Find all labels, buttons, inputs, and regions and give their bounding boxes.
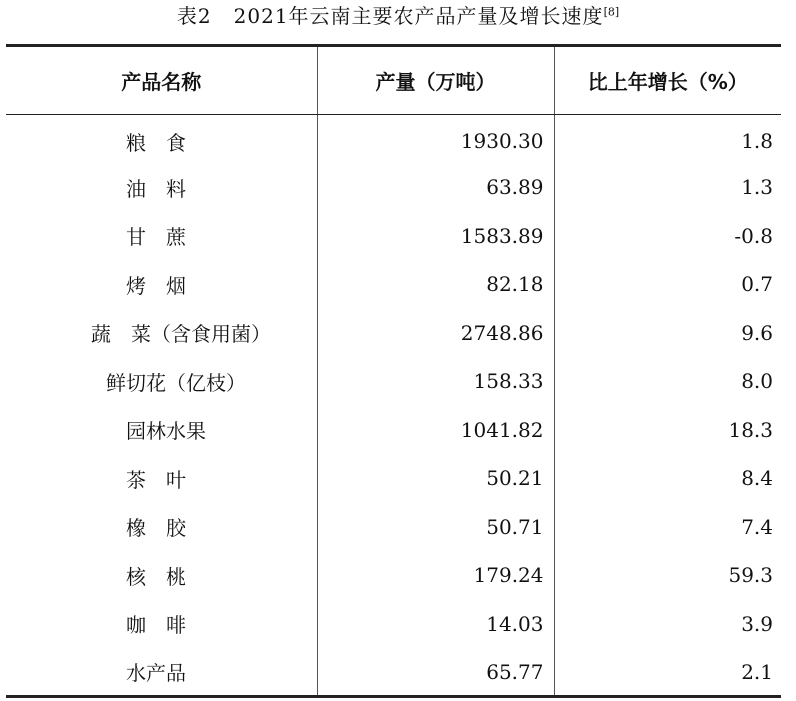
product-name: 水产品 xyxy=(126,661,186,685)
product-name-cell xyxy=(6,260,317,309)
output-value: 14.03 xyxy=(317,600,554,649)
growth-value: 1.8 xyxy=(554,115,781,164)
output-value: 1583.89 xyxy=(317,212,554,261)
reference-mark: [8] xyxy=(603,5,620,19)
product-name: 橡 胶 xyxy=(126,516,186,541)
output-value: 82.18 xyxy=(317,260,554,309)
header-product-name: 产品名称 xyxy=(6,46,317,115)
table-row xyxy=(6,115,781,164)
table-row xyxy=(6,454,781,503)
growth-value: 59.3 xyxy=(554,551,781,600)
output-value: 158.33 xyxy=(317,357,554,406)
table-row xyxy=(6,212,781,261)
product-name-cell xyxy=(6,551,317,600)
table-row xyxy=(6,600,781,649)
product-name-cell xyxy=(6,309,317,358)
table-row xyxy=(6,551,781,600)
table-row xyxy=(6,163,781,212)
output-value: 50.71 xyxy=(317,503,554,552)
product-name: 核 桃 xyxy=(126,564,186,589)
product-name: 蔬 菜（含食用菌） xyxy=(91,322,271,347)
output-value: 65.77 xyxy=(317,648,554,697)
product-name: 甘 蔗 xyxy=(126,225,186,250)
product-name: 园林水果 xyxy=(126,419,206,444)
product-name: 咖 啡 xyxy=(126,613,186,638)
product-name: 油 料 xyxy=(126,176,186,201)
header-output: 产量（万吨） xyxy=(317,46,554,115)
data-table xyxy=(6,44,781,698)
growth-value: 8.4 xyxy=(554,454,781,503)
growth-value: 7.4 xyxy=(554,503,781,552)
table-row xyxy=(6,406,781,455)
product-name-cell xyxy=(6,454,317,503)
product-name-cell xyxy=(6,600,317,649)
growth-value: -0.8 xyxy=(554,212,781,261)
product-name-cell xyxy=(6,503,317,552)
output-value: 63.89 xyxy=(317,163,554,212)
growth-value: 18.3 xyxy=(554,406,781,455)
table-row xyxy=(6,357,781,406)
output-value: 1041.82 xyxy=(317,406,554,455)
product-name-cell xyxy=(6,406,317,455)
table-body xyxy=(6,115,781,697)
growth-value: 0.7 xyxy=(554,260,781,309)
table-row xyxy=(6,260,781,309)
table-title: 2021年云南主要农产品产量及增长速度 xyxy=(233,4,604,28)
product-name-cell xyxy=(6,212,317,261)
output-value: 2748.86 xyxy=(317,309,554,358)
growth-value: 8.0 xyxy=(554,357,781,406)
product-name: 烤 烟 xyxy=(126,273,186,298)
header-row xyxy=(6,46,781,115)
growth-value: 3.9 xyxy=(554,600,781,649)
output-value: 50.21 xyxy=(317,454,554,503)
growth-value: 9.6 xyxy=(554,309,781,358)
product-name-cell xyxy=(6,357,317,406)
product-name: 茶 叶 xyxy=(126,467,186,492)
product-name-cell xyxy=(6,115,317,164)
table-caption xyxy=(0,0,796,32)
product-name-cell xyxy=(6,648,317,697)
growth-value: 1.3 xyxy=(554,163,781,212)
table-number: 表2 xyxy=(176,4,212,28)
table-header xyxy=(6,46,781,115)
table-row xyxy=(6,648,781,697)
output-value: 1930.30 xyxy=(317,115,554,164)
header-growth: 比上年增长（%） xyxy=(554,46,781,115)
output-value: 179.24 xyxy=(317,551,554,600)
product-name-cell xyxy=(6,163,317,212)
table-row xyxy=(6,503,781,552)
product-name: 粮 食 xyxy=(126,130,186,155)
product-name: 鲜切花（亿枝） xyxy=(106,370,246,395)
growth-value: 2.1 xyxy=(554,648,781,697)
table-row xyxy=(6,309,781,358)
